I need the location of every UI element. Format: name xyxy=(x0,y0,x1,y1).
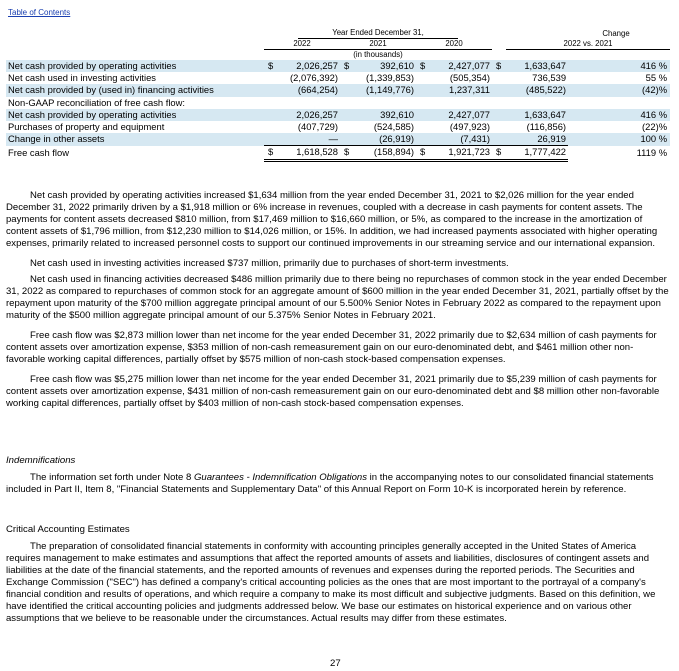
row-label: Net cash used in investing activities xyxy=(8,72,156,84)
cell-value-v2022: (664,254) xyxy=(278,84,340,96)
table-row xyxy=(6,109,670,121)
currency-symbol xyxy=(264,84,278,96)
currency-symbol xyxy=(416,109,430,121)
cell-value-chg: 26,919 xyxy=(506,133,568,146)
row-label: Non-GAAP reconciliation of free cash flow: xyxy=(8,96,185,108)
currency-symbol: $ xyxy=(340,60,354,72)
currency-symbol xyxy=(340,72,354,84)
cell-value-v2020: (7,431) xyxy=(430,133,492,146)
cell-value-chg: 1,633,647 xyxy=(506,60,568,72)
cell-percent: 416 % xyxy=(568,109,670,121)
cell-value-v2022: 2,026,257 xyxy=(278,109,340,121)
table-row xyxy=(6,146,670,160)
table-row xyxy=(6,133,670,146)
cell-value-v2022: 1,618,528 xyxy=(278,146,340,160)
row-label: Net cash provided by operating activities xyxy=(6,109,264,121)
currency-symbol: $ xyxy=(492,146,506,160)
cell-value-v2020: 2,427,077 xyxy=(430,60,492,72)
currency-symbol xyxy=(416,121,430,133)
paragraph: Net cash used in investing activities increased $737 million, primarily due to purchases of short-term investments. xyxy=(30,258,509,269)
cell-value-v2022: (407,729) xyxy=(297,121,338,133)
paragraph: Net cash used in financing activities decreased $486 million primarily due to there being no repurchases of common stock in the year ended December 31, 2022 as compared to repurchases of common stock for an aggregate amount of $600 million in the year ended December 31, 2021, partially offset by the repayment upon maturity of the $700 million aggregate principal amount of our 5.500% Senior Notes in February 2022 as compared to the repayment upon maturity of the $500 million aggregate principal amount of our 5.375% Senior Notes in February 2021. xyxy=(6,274,669,321)
cell-value-chg: (116,856) xyxy=(526,121,567,133)
cell-value-chg: 1,777,422 xyxy=(506,146,568,160)
currency-symbol xyxy=(416,72,430,84)
currency-symbol xyxy=(264,97,278,109)
paragraph: Free cash flow was $2,873 million lower than net income for the year ended December 31, 2022 primarily due to $2,634 million of cash payments for content assets over amortization expense, $353 million of non-cash remeasurement gain on our euro-denominated debt, and $461 million other non-favorable working capital differences, partially offset by $575 million of non-cash stock-based compensation expenses. xyxy=(6,330,657,365)
cell-value-v2020: 1,921,723 xyxy=(430,146,492,160)
cell-percent: (42)% xyxy=(568,84,670,96)
currency-symbol xyxy=(264,72,278,84)
cell-value-v2021: (158,894) xyxy=(354,146,416,160)
cell-value-v2021 xyxy=(354,97,416,109)
cell-value-v2020: (497,923) xyxy=(449,121,491,133)
cash-flow-narrative xyxy=(6,190,669,410)
currency-symbol xyxy=(416,97,430,109)
cell-percent xyxy=(568,97,670,109)
currency-symbol: $ xyxy=(416,146,430,160)
currency-symbol xyxy=(416,84,430,96)
row-label: Purchases of property and equipment xyxy=(8,121,165,133)
cell-value-v2022: — xyxy=(278,133,340,146)
cell-value-v2021: 392,610 xyxy=(354,109,416,121)
table-row xyxy=(6,84,670,96)
period-header: Year Ended December 31, xyxy=(264,28,492,39)
cell-value-v2022: 2,026,257 xyxy=(278,60,340,72)
row-label: Change in other assets xyxy=(6,133,264,146)
currency-symbol xyxy=(492,97,506,109)
currency-symbol xyxy=(416,133,430,146)
currency-symbol: $ xyxy=(416,60,430,72)
cell-percent: 100 % xyxy=(568,133,670,146)
cell-percent: 416 % xyxy=(568,60,670,72)
currency-symbol xyxy=(340,121,354,133)
currency-symbol xyxy=(492,121,506,133)
cell-value-chg: 1,633,647 xyxy=(506,109,568,121)
cell-value-v2021: 392,610 xyxy=(354,60,416,72)
units-label: (in thousands) xyxy=(353,50,403,59)
cell-value-chg xyxy=(506,97,568,109)
currency-symbol: $ xyxy=(340,146,354,160)
cell-value-v2021: (26,919) xyxy=(354,133,416,146)
currency-symbol xyxy=(492,133,506,146)
critical-estimates-text: The preparation of consolidated financial statements in conformity with accounting principles generally accepted in the United States of America requires management to make estimates and assumptions that affect the reported amounts of assets and liabilities, disclosures of contingent assets and liabilities at the date of the financial statements, and the reported amounts of revenues and expenses during the reported periods. The Securities and Exchange Commission ("SEC") has defined a company's critical accounting policies as the ones that are most important to the portrayal of a company's financial condition and results of operations, and which require a company to make its most difficult and subjective judgments. Based on this definition, we have identified the critical accounting policies and judgments addressed below. We base our estimates on historical experience and on various other assumptions that we believe to be reasonable under the circumstances. Actual results may differ from these estimates. xyxy=(6,541,656,624)
cell-value-v2020 xyxy=(430,97,492,109)
change-subheader: 2022 vs. 2021 xyxy=(506,39,670,50)
cell-value-v2022 xyxy=(278,97,340,109)
currency-symbol xyxy=(340,109,354,121)
cell-value-v2022: (2,076,392) xyxy=(290,72,338,84)
currency-symbol xyxy=(492,109,506,121)
paragraph: Net cash provided by operating activities increased $1,634 million from the year ended December 31, 2021 to $2,026 million for the year ended December 31, 2022 primarily driven by a $1,918 million or 6% increase in revenues, coupled with a decrease in cash payments for content assets. The payments for content assets decreased $810 million, from $17,469 million to $16,660 million, or 5%, as compared to the increase in the amortization of content assets of $1,796 million, from $12,230 million to $14,026 million, or 15%. In addition, we had increased payments associated with higher operating expenses, primarily related to increased personnel costs to support our continued improvements in our streaming service and our international expansion. xyxy=(6,190,658,249)
cell-percent: 1119 % xyxy=(636,146,668,158)
currency-symbol xyxy=(264,121,278,133)
cell-value-v2020: 2,427,077 xyxy=(430,109,492,121)
cash-flow-table xyxy=(6,28,670,162)
currency-symbol xyxy=(492,84,506,96)
currency-symbol xyxy=(264,133,278,146)
page-number: 27 xyxy=(330,658,341,669)
indemnifications-text: The information set forth under Note 8 Guarantees - Indemnification Obligations in the accompanying notes to our consolidated financial statements included in Part II, Item 8, "Financial Statements and Supplementary Data" of this Annual Report on Form 10-K is incorporated herein by reference. xyxy=(6,472,654,495)
table-row xyxy=(6,97,670,109)
cell-value-v2020: 1,237,311 xyxy=(430,84,492,96)
table-of-contents-link[interactable]: Table of Contents xyxy=(8,8,71,17)
currency-symbol xyxy=(340,97,354,109)
cell-value-v2020: (505,354) xyxy=(449,72,491,84)
row-label: Free cash flow xyxy=(8,146,69,158)
year-2022-header: 2022 xyxy=(264,39,340,50)
currency-symbol xyxy=(492,72,506,84)
cell-value-v2021: (1,149,776) xyxy=(354,84,416,96)
change-header: Change xyxy=(602,28,630,38)
indemnifications-heading: Indemnifications xyxy=(6,455,76,466)
paragraph: Free cash flow was $5,275 million lower than net income for the year ended December 31, 2021 primarily due to $5,239 million of cash payments for content assets over amortization expense, $431 million of non-cash remeasurement gain on our euro-denominated debt and $8 million other non-favorable working capital differences, partially offset by $403 million of non-cash stock-based compensation expenses. xyxy=(6,374,660,409)
currency-symbol: $ xyxy=(492,60,506,72)
table-row xyxy=(6,121,670,133)
row-label: Net cash provided by (used in) financing activities xyxy=(6,84,264,96)
currency-symbol xyxy=(264,109,278,121)
cell-value-chg: 736,539 xyxy=(532,72,567,84)
critical-estimates-heading: Critical Accounting Estimates xyxy=(6,524,130,535)
currency-symbol xyxy=(340,133,354,146)
table-row xyxy=(6,60,670,72)
currency-symbol: $ xyxy=(264,146,278,160)
cell-percent: (22)% xyxy=(642,121,668,133)
cell-percent: 55 % xyxy=(645,72,668,84)
cell-value-v2021: (1,339,853) xyxy=(366,72,414,84)
cell-value-chg: (485,522) xyxy=(506,84,568,96)
currency-symbol: $ xyxy=(264,60,278,72)
currency-symbol xyxy=(340,84,354,96)
row-label: Net cash provided by operating activities xyxy=(6,60,264,72)
cell-value-v2021: (524,585) xyxy=(373,121,414,133)
table-row xyxy=(6,72,670,84)
year-2021-header: 2021 xyxy=(340,39,416,50)
year-2020-header: 2020 xyxy=(416,39,492,50)
